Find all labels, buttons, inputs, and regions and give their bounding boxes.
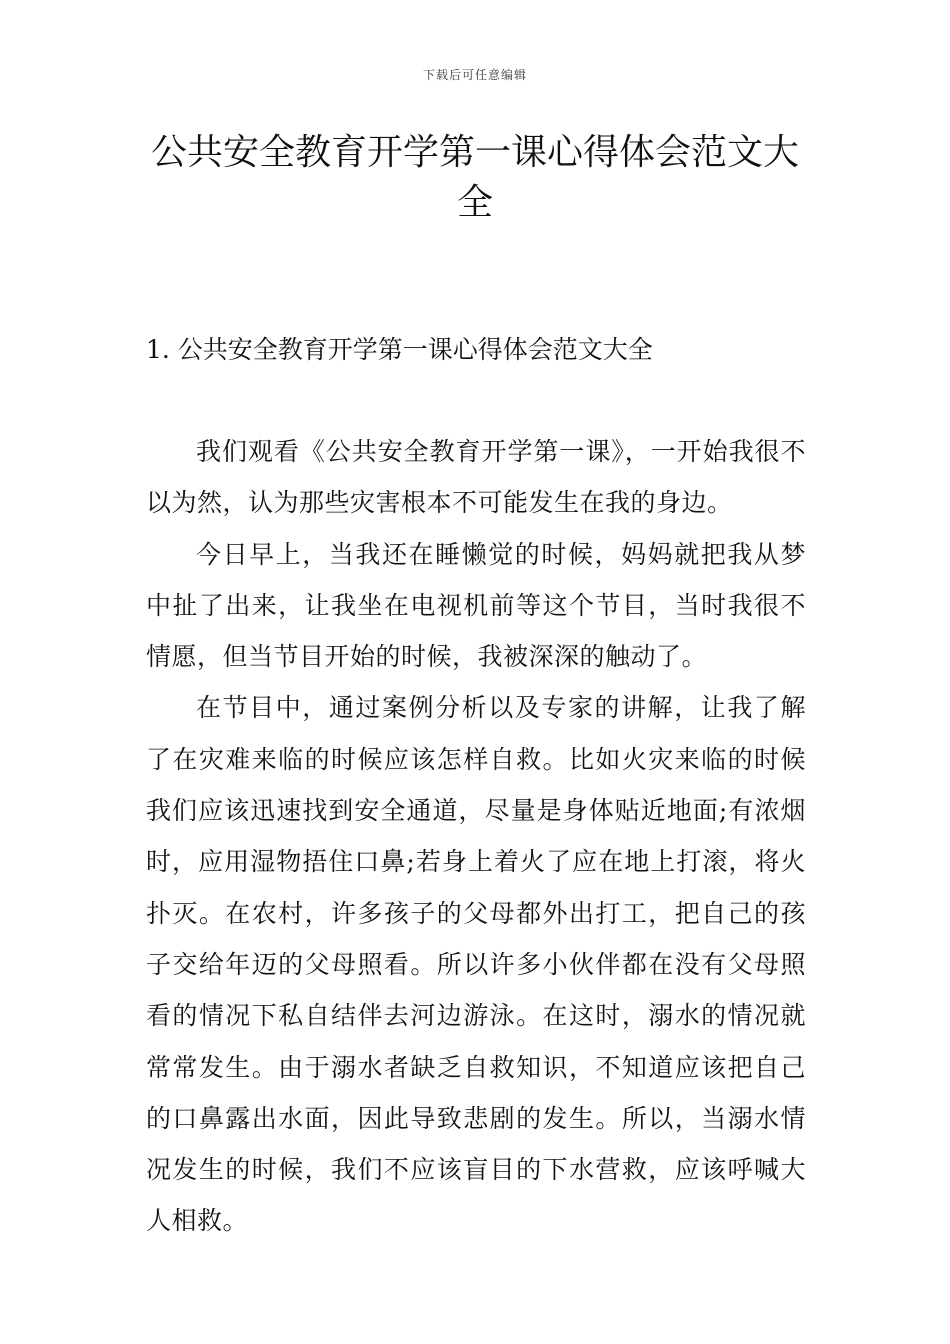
paragraph-2: 今日早上，当我还在睡懒觉的时候，妈妈就把我从梦中扯了出来，让我坐在电视机前等这个节目，当时我很不情愿，但当节目开始的时候，我被深深的触动了。 bbox=[146, 539, 806, 672]
paragraph-1: 我们观看《公共安全教育开学第一课》，一开始我很不以为然，认为那些灾害根本不可能发生在我的身边。 bbox=[146, 437, 806, 518]
header-note: 下载后可任意编辑 bbox=[422, 68, 527, 82]
section-heading: 1. 公共安全教育开学第一课心得体会范文大全 bbox=[146, 335, 653, 364]
body-text bbox=[146, 426, 806, 1247]
paragraph-3: 在节目中，通过案例分析以及专家的讲解，让我了解了在灾难来临的时候应该怎样自救。比如火灾来临的时候我们应该迅速找到安全通道，尽量是身体贴近地面;有浓烟时，应用湿物捂住口鼻;若身上着火了应在地上打滚，将火扑灭。在农村，许多孩子的父母都外出打工，把自己的孩子交给年迈的父母照看。所以许多小伙伴都在没有父母照看的情况下私自结伴去河边游泳。在这时，溺水的情况就常常发生。由于溺水者缺乏自救知识，不知道应该把自己的口鼻露出水面，因此导致悲剧的发生。所以，当溺水情况发生的时候，我们不应该盲目的下水营救，应该呼喊大人相救。 bbox=[146, 693, 806, 1236]
document-title: 公共安全教育开学第一课心得体会范文大全 bbox=[150, 132, 799, 223]
